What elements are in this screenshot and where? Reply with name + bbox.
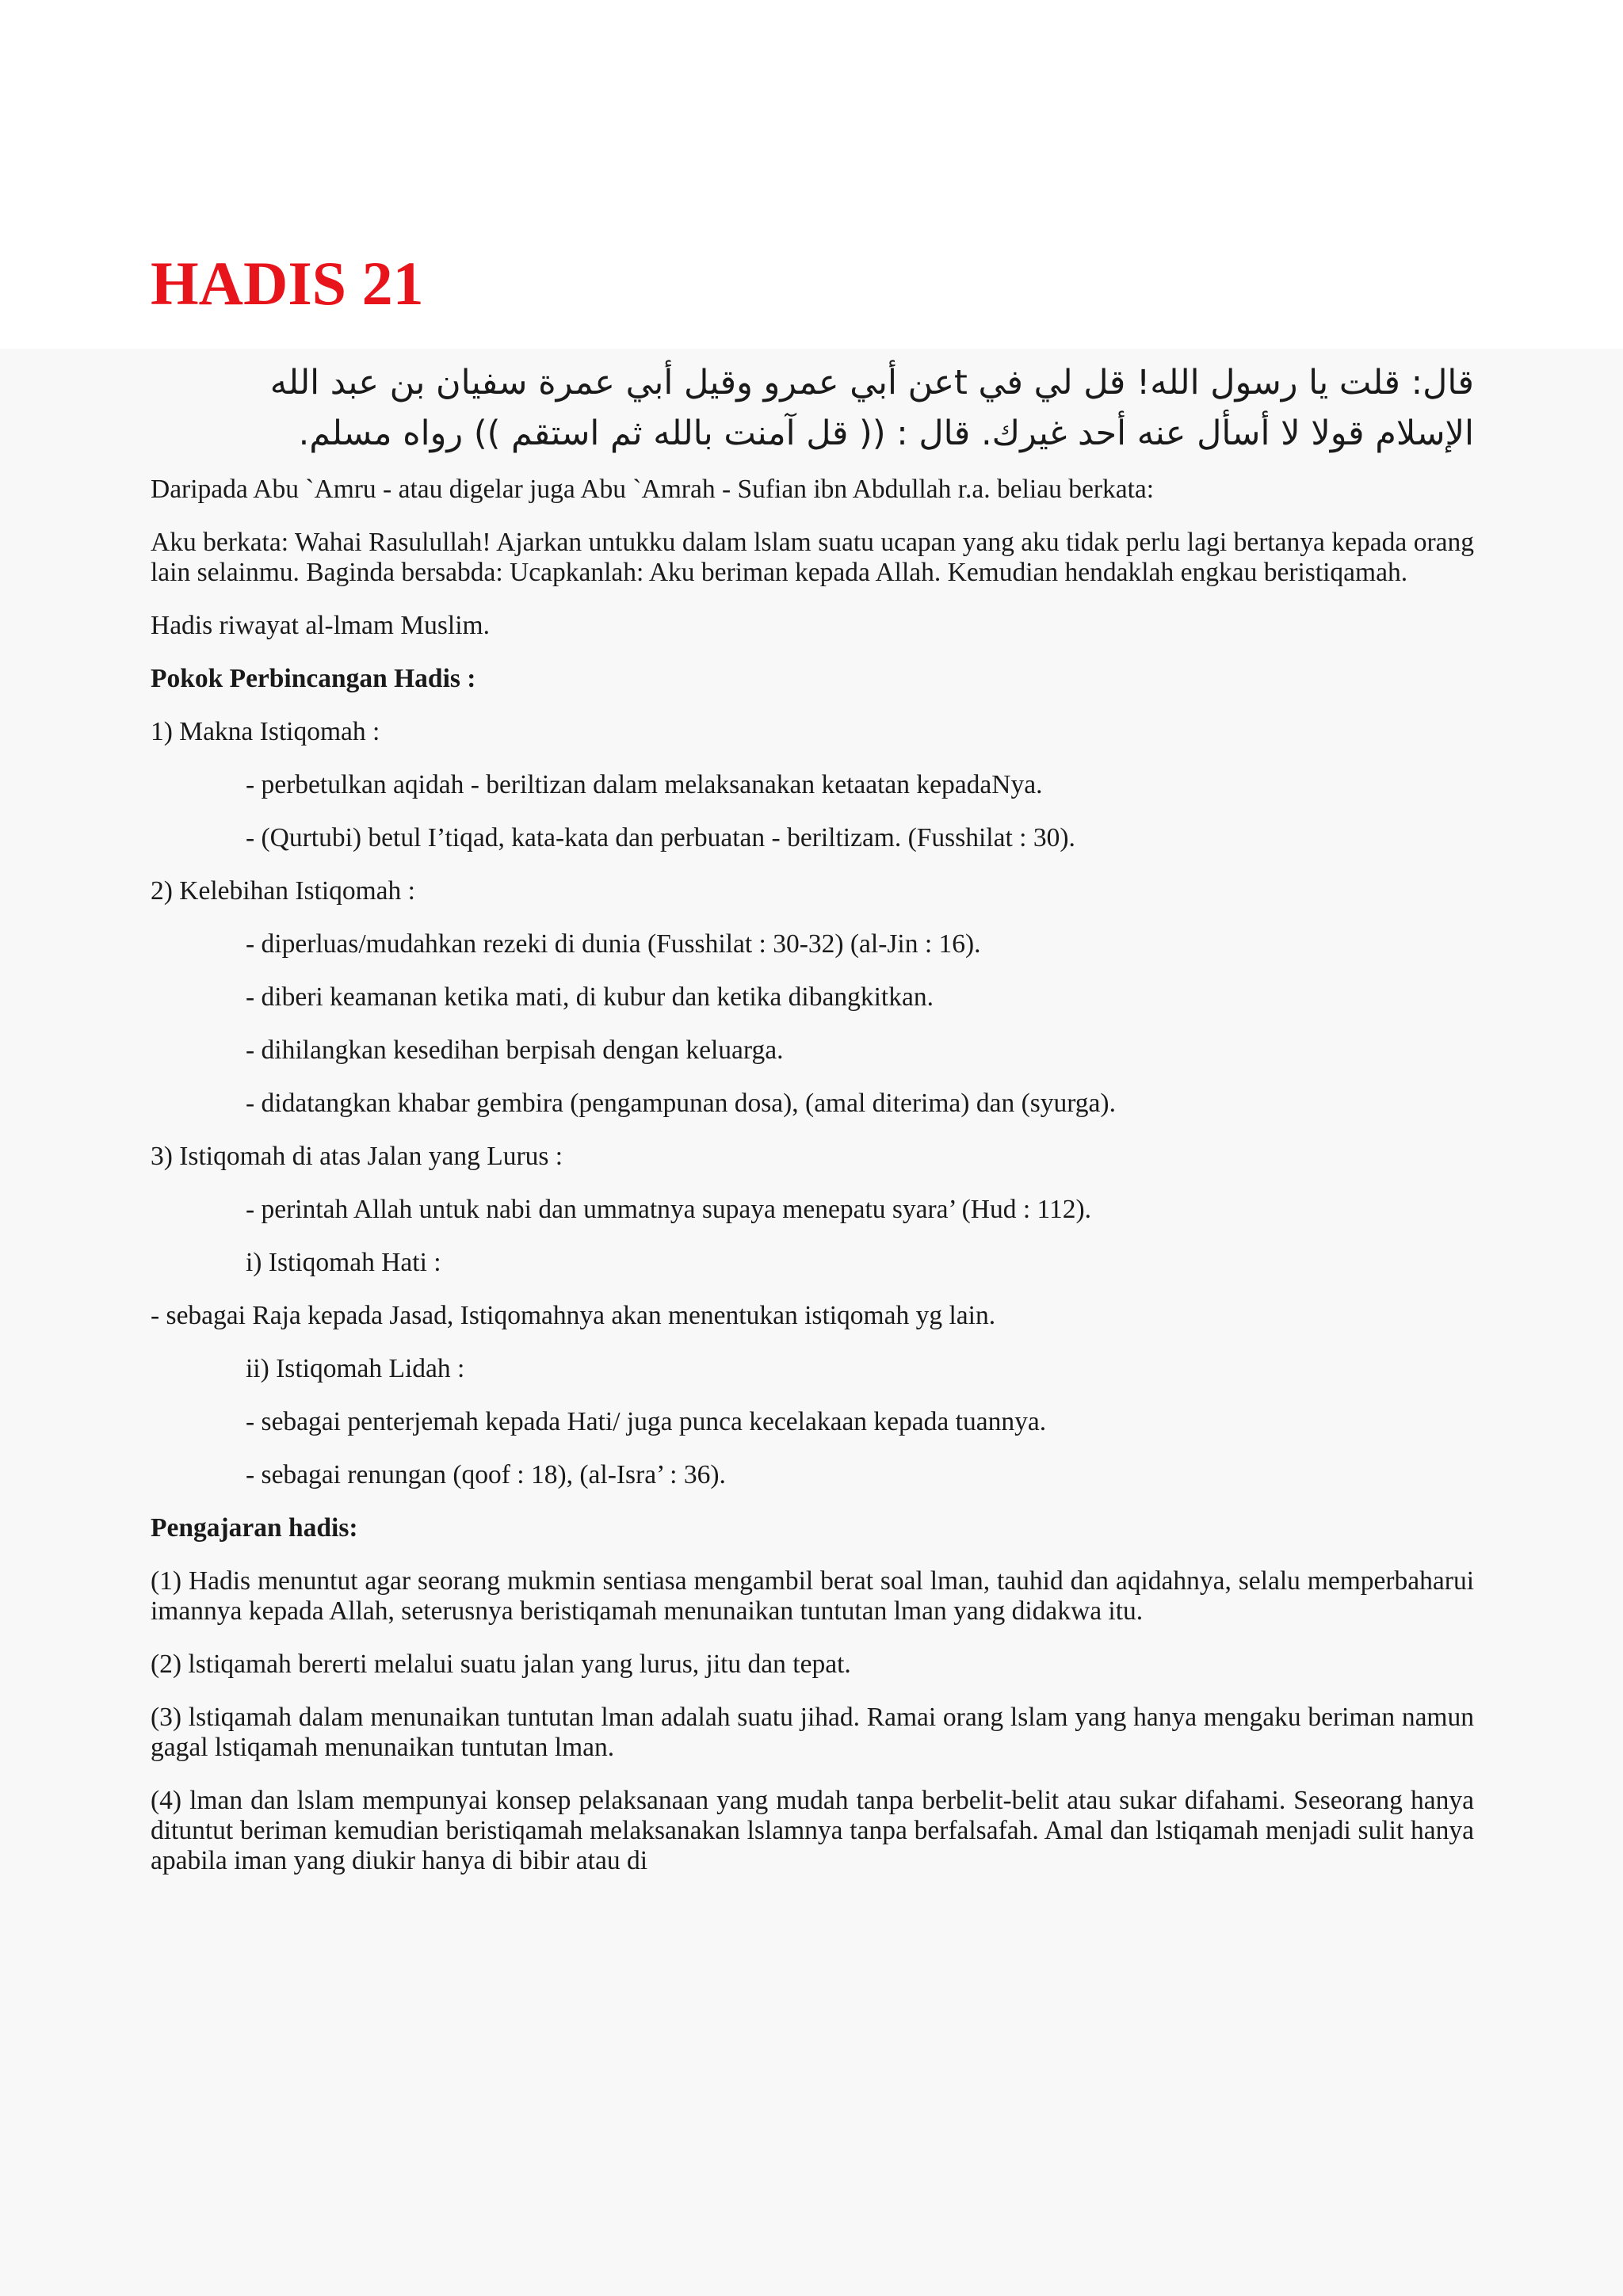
lesson-3: (3) lstiqamah dalam menunaikan tuntutan lman adalah suatu jihad. Ramai orang lslam yang hanya mengaku beriman namun gagal lstiqamah menunaikan tuntutan lman. — [151, 1702, 1474, 1762]
point-3-sub-ii-item-a: - sebagai penterjemah kepada Hati/ juga punca kecelakaan kepada tuannya. — [246, 1406, 1047, 1436]
arabic-line-2: الإسلام قولا لا أسأل عنه أحد غيرك. قال : (( قل آمنت بالله ثم استقم )) رواه مسلم. — [298, 413, 1474, 453]
translation-paragraph: Aku berkata: Wahai Rasulullah! Ajarkan untukku dalam lslam suatu ucapan yang aku tidak perlu lagi bertanya kepada orang lain selainmu. Baginda bersabda: Ucapkanlah: Aku beriman kepada Allah. Kemudian hendaklah engkau beristiqamah. — [151, 527, 1474, 587]
point-3-item-a: - perintah Allah untuk nabi dan ummatnya supaya menepatu syara’ (Hud : 112). — [246, 1194, 1092, 1224]
point-1-item-b: - (Qurtubi) betul I’tiqad, kata-kata dan perbuatan - beriltizam. (Fusshilat : 30). — [246, 822, 1075, 852]
point-3-sub-i-heading: i) Istiqomah Hati : — [246, 1247, 441, 1277]
lesson-4: (4) lman dan lslam mempunyai konsep pelaksanaan yang mudah tanpa berbelit-belit atau sukar difahami. Seseorang hanya dituntut beriman kemudian beristiqamah melaksanakan lslamnya tanpa berfalsafah. Amal dan lstiqamah menjadi sulit hanya apabila iman yang diukir hanya di bibir atau di — [151, 1785, 1474, 1875]
lesson-1: (1) Hadis menuntut agar seorang mukmin sentiasa mengambil berat soal lman, tauhid dan aqidahnya, selalu memperbaharui imannya kepada Allah, seterusnya beristiqamah menunaikan tuntutan lman yang didakwa itu. — [151, 1566, 1474, 1626]
section-heading-lessons: Pengajaran hadis: — [151, 1512, 358, 1543]
point-2-item-b: - diberi keamanan ketika mati, di kubur dan ketika dibangkitkan. — [246, 982, 934, 1012]
document-body — [151, 250, 1474, 1899]
point-2-item-c: - dihilangkan kesedihan berpisah dengan keluarga. — [246, 1035, 784, 1065]
section-heading-discussion: Pokok Perbincangan Hadis : — [151, 663, 476, 693]
page-title: HADIS 21 — [151, 249, 424, 318]
point-3-heading: 3) Istiqomah di atas Jalan yang Lurus : — [151, 1141, 563, 1171]
arabic-hadith-text — [151, 357, 1474, 459]
arabic-line-1: قال: قلت يا رسول الله! قل لي في tعن أبي عمرو وقيل أبي عمرة سفيان بن عبد الله — [269, 362, 1474, 402]
point-1-heading: 1) Makna Istiqomah : — [151, 716, 380, 746]
point-3-sub-i-item: - sebagai Raja kepada Jasad, Istiqomahnya akan menentukan istiqomah yg lain. — [151, 1300, 996, 1330]
point-2-item-d: - didatangkan khabar gembira (pengampunan dosa), (amal diterima) dan (syurga). — [246, 1088, 1116, 1118]
point-1-item-a: - perbetulkan aqidah - beriltizan dalam melaksanakan ketaatan kepadaNya. — [246, 769, 1043, 799]
point-2-heading: 2) Kelebihan Istiqomah : — [151, 875, 415, 906]
point-2-item-a: - diperluas/mudahkan rezeki di dunia (Fusshilat : 30-32) (al-Jin : 16). — [246, 929, 981, 959]
point-3-sub-ii-item-b: - sebagai renungan (qoof : 18), (al-Isra’ : 36). — [246, 1459, 726, 1489]
narrator-paragraph: Daripada Abu `Amru - atau digelar juga Abu `Amrah - Sufian ibn Abdullah r.a. beliau berkata: — [151, 474, 1155, 504]
lesson-2: (2) lstiqamah bererti melalui suatu jalan yang lurus, jitu dan tepat. — [151, 1649, 851, 1679]
source-paragraph: Hadis riwayat al-lmam Muslim. — [151, 610, 490, 640]
point-3-sub-ii-heading: ii) Istiqomah Lidah : — [246, 1353, 465, 1383]
